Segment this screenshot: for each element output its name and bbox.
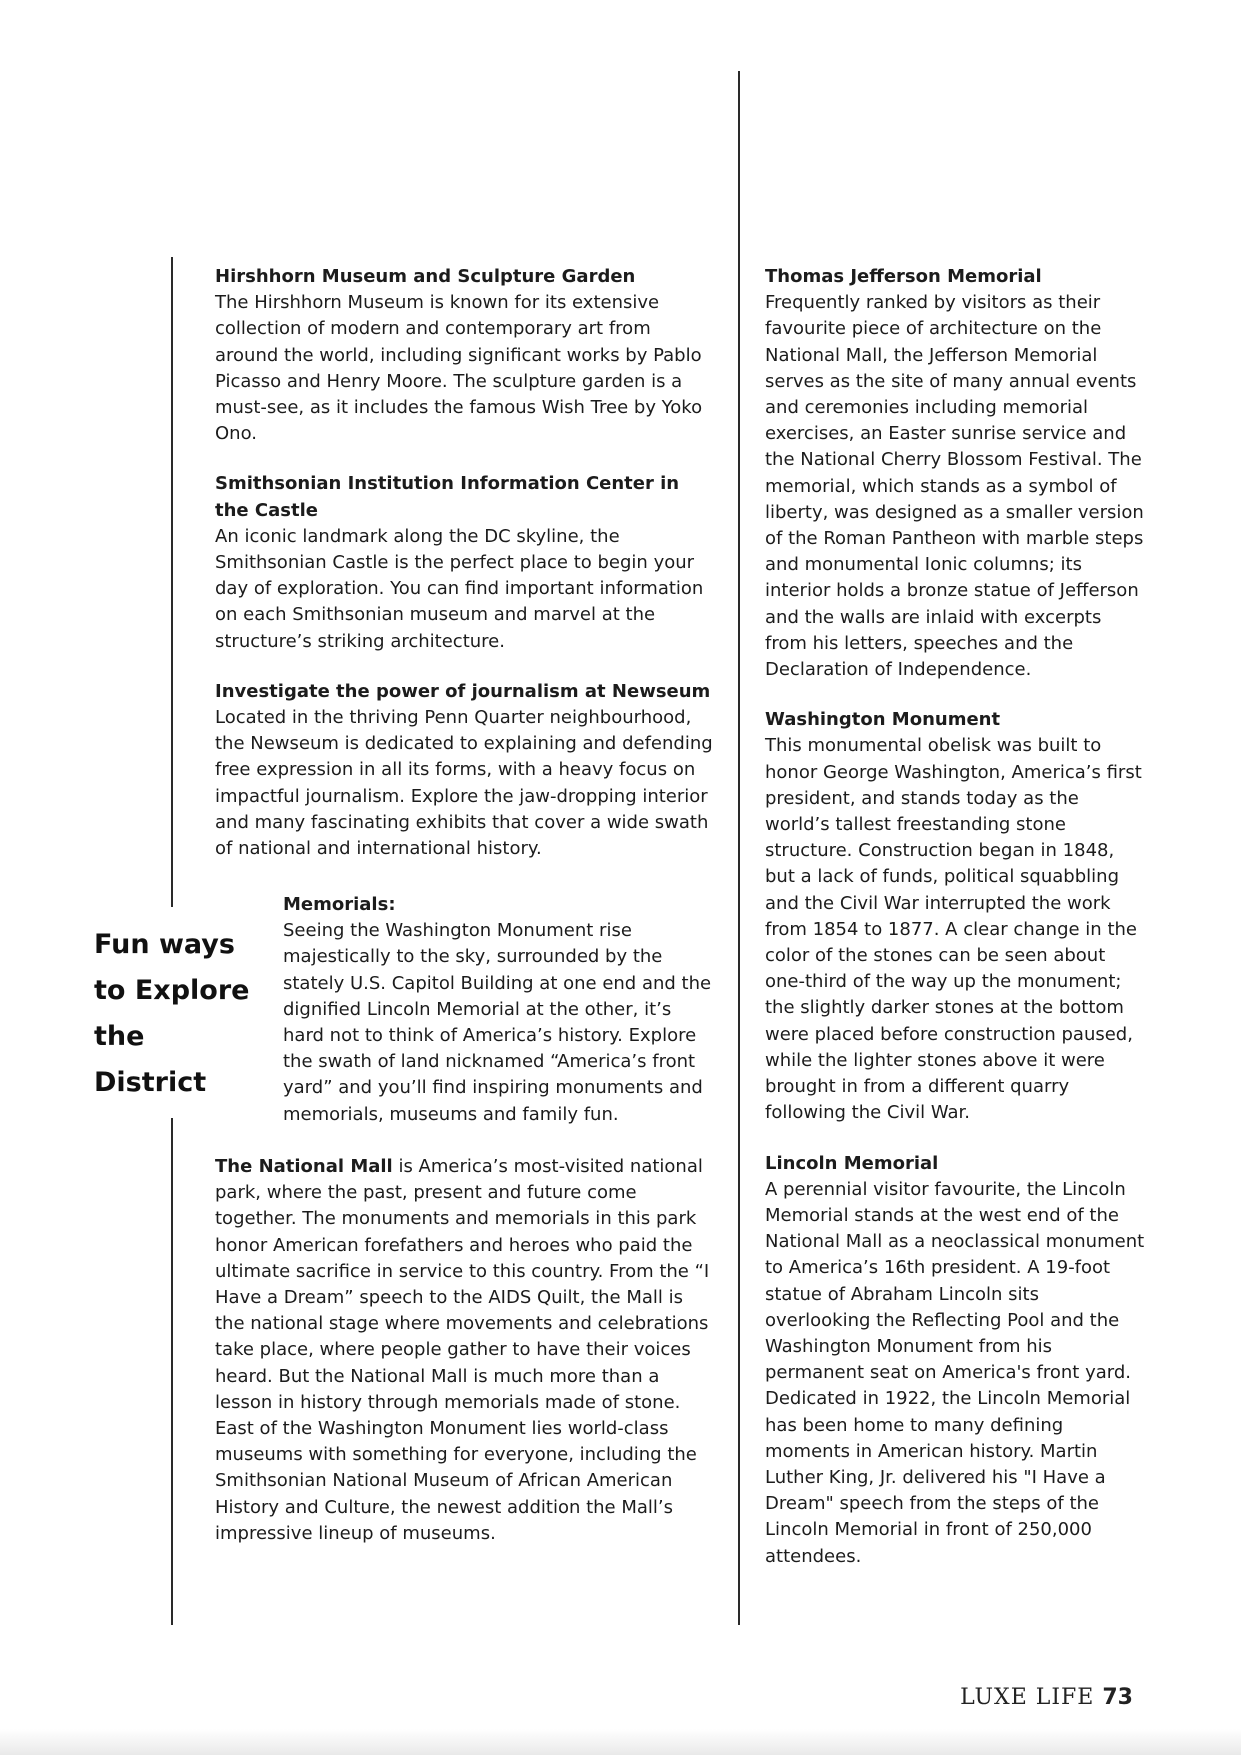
right-column (765, 264, 1145, 1570)
national-mall-body: is America’s most-visited national park, where the past, present and future come together. The monuments and memorials in this park honor American forefathers and heroes who paid the ultimate sacrifice in service to this country. From the “I Have a Dream” speech to the AIDS Quilt, the Mall is the national stage where movements and celebrations take place, where people gather to have their voices heard. But the National Mall is much more than a lesson in history through memorials made of stone. East of the Washington Monument lies world-class museums with something for everyone, including the Smithsonian National Museum of African American History and Culture, the newest addition the Mall’s impressive lineup of museums. (215, 1156, 710, 1544)
magazine-name: LUXE LIFE (960, 1685, 1095, 1710)
section-body: Located in the thriving Penn Quarter neighbourhood, the Newseum is dedicated to explaining and defending free expression in all its forms, with a heavy focus on impactful journalism. Explore the jaw-dropping interior and many fascinating exhibits that cover a wide swath of national and international history. (215, 707, 713, 860)
center-rule (738, 71, 740, 1625)
section-body: An iconic landmark along the DC skyline, the Smithsonian Castle is the perfect place to begin your day of exploration. You can find important information on each Smithsonian museum and marvel at the structure’s striking architecture. (215, 525, 704, 652)
section-heading: Lincoln Memorial (765, 1152, 939, 1174)
left-rule-upper (171, 257, 173, 907)
section-hirshhorn (215, 264, 715, 447)
national-mall-paragraph (215, 1154, 715, 1547)
section-lincoln-memorial (765, 1151, 1145, 1570)
section-heading: Thomas Jefferson Memorial (765, 266, 1042, 287)
left-rule-lower (171, 1118, 173, 1625)
section-body: A perennial visitor favourite, the Lincoln Memorial stands at the west end of the National Mall as a neoclassical monument to America’s 16th president. A 19-foot statue of Abraham Lincoln sits overlooking the Reflecting Pool and the Washington Monument from his permanent seat on America's front yard. Dedicated in 1922, the Lincoln Memorial has been home to many defining moments in American history. Martin Luther King, Jr. delivered his "I Have a Dream" speech from the steps of the Lincoln Memorial in front of 250,000 attendees. (765, 1178, 1145, 1567)
left-column (215, 264, 715, 862)
section-body: This monumental obelisk was built to honor George Washington, America’s first president, and stands today as the world’s tallest freestanding stone structure. Construction began in 1848, but a lack of funds, political squabbling and the Civil War interrupted the work from 1854 to 1877. A clear change in the color of the stones can be seen about one-third of the way up the monument; the slightly darker stones at the bottom were placed before construction paused, while the lighter stones above it were brought in from a different quarry following the Civil War. (765, 735, 1142, 1124)
feature-title-line: the District (94, 1021, 207, 1098)
section-jefferson-memorial (765, 264, 1145, 683)
memorials-block (283, 892, 715, 1128)
page-number: 73 (1102, 1685, 1133, 1710)
section-smithsonian-castle (215, 471, 715, 654)
section-heading: Washington Monument (765, 709, 1001, 731)
section-washington-monument (765, 707, 1145, 1126)
section-body: Frequently ranked by visitors as their favourite piece of architecture on the National Mall, the Jefferson Memorial serves as the site of many annual events and ceremonies including memorial exercises, an Easter sunrise service and the National Cherry Blossom Festival. The memorial, which stands as a symbol of liberty, was designed as a smaller version of the Roman Pantheon with marble steps and monumental Ionic columns; its interior holds a bronze statue of Jefferson and the walls are inlaid with excerpts from his letters, speeches and the Declaration of Independence. (765, 292, 1144, 681)
section-heading: Smithsonian Institution Information Center in the Castle (215, 473, 680, 521)
national-mall-lead: The National Mall (215, 1156, 393, 1177)
memorials-heading: Memorials: (283, 894, 396, 915)
feature-title-line: to Explore (94, 975, 250, 1006)
section-body: The Hirshhorn Museum is known for its extensive collection of modern and contemporary art from around the world, including significant works by Pablo Picasso and Henry Moore. The sculpture garden is a must-see, as it includes the famous Wish Tree by Yoko Ono. (215, 292, 703, 445)
feature-title (94, 922, 254, 1106)
section-heading: Investigate the power of journalism at Newseum (215, 680, 711, 702)
page-footer (960, 1685, 1133, 1710)
national-mall-block (215, 1154, 715, 1547)
memorials-body: Seeing the Washington Monument rise majestically to the sky, surrounded by the stately U.S. Capitol Building at one end and the dignified Lincoln Memorial at the other, it’s hard not to think of America’s history. Explore the swath of land nicknamed “America’s front yard” and you’ll find inspiring monuments and memorials, museums and family fun. (283, 920, 712, 1125)
section-newseum (215, 679, 715, 862)
section-heading: Hirshhorn Museum and Sculpture Garden (215, 266, 636, 287)
feature-title-line: Fun ways (94, 929, 235, 960)
page-bottom-shade (0, 1729, 1241, 1755)
